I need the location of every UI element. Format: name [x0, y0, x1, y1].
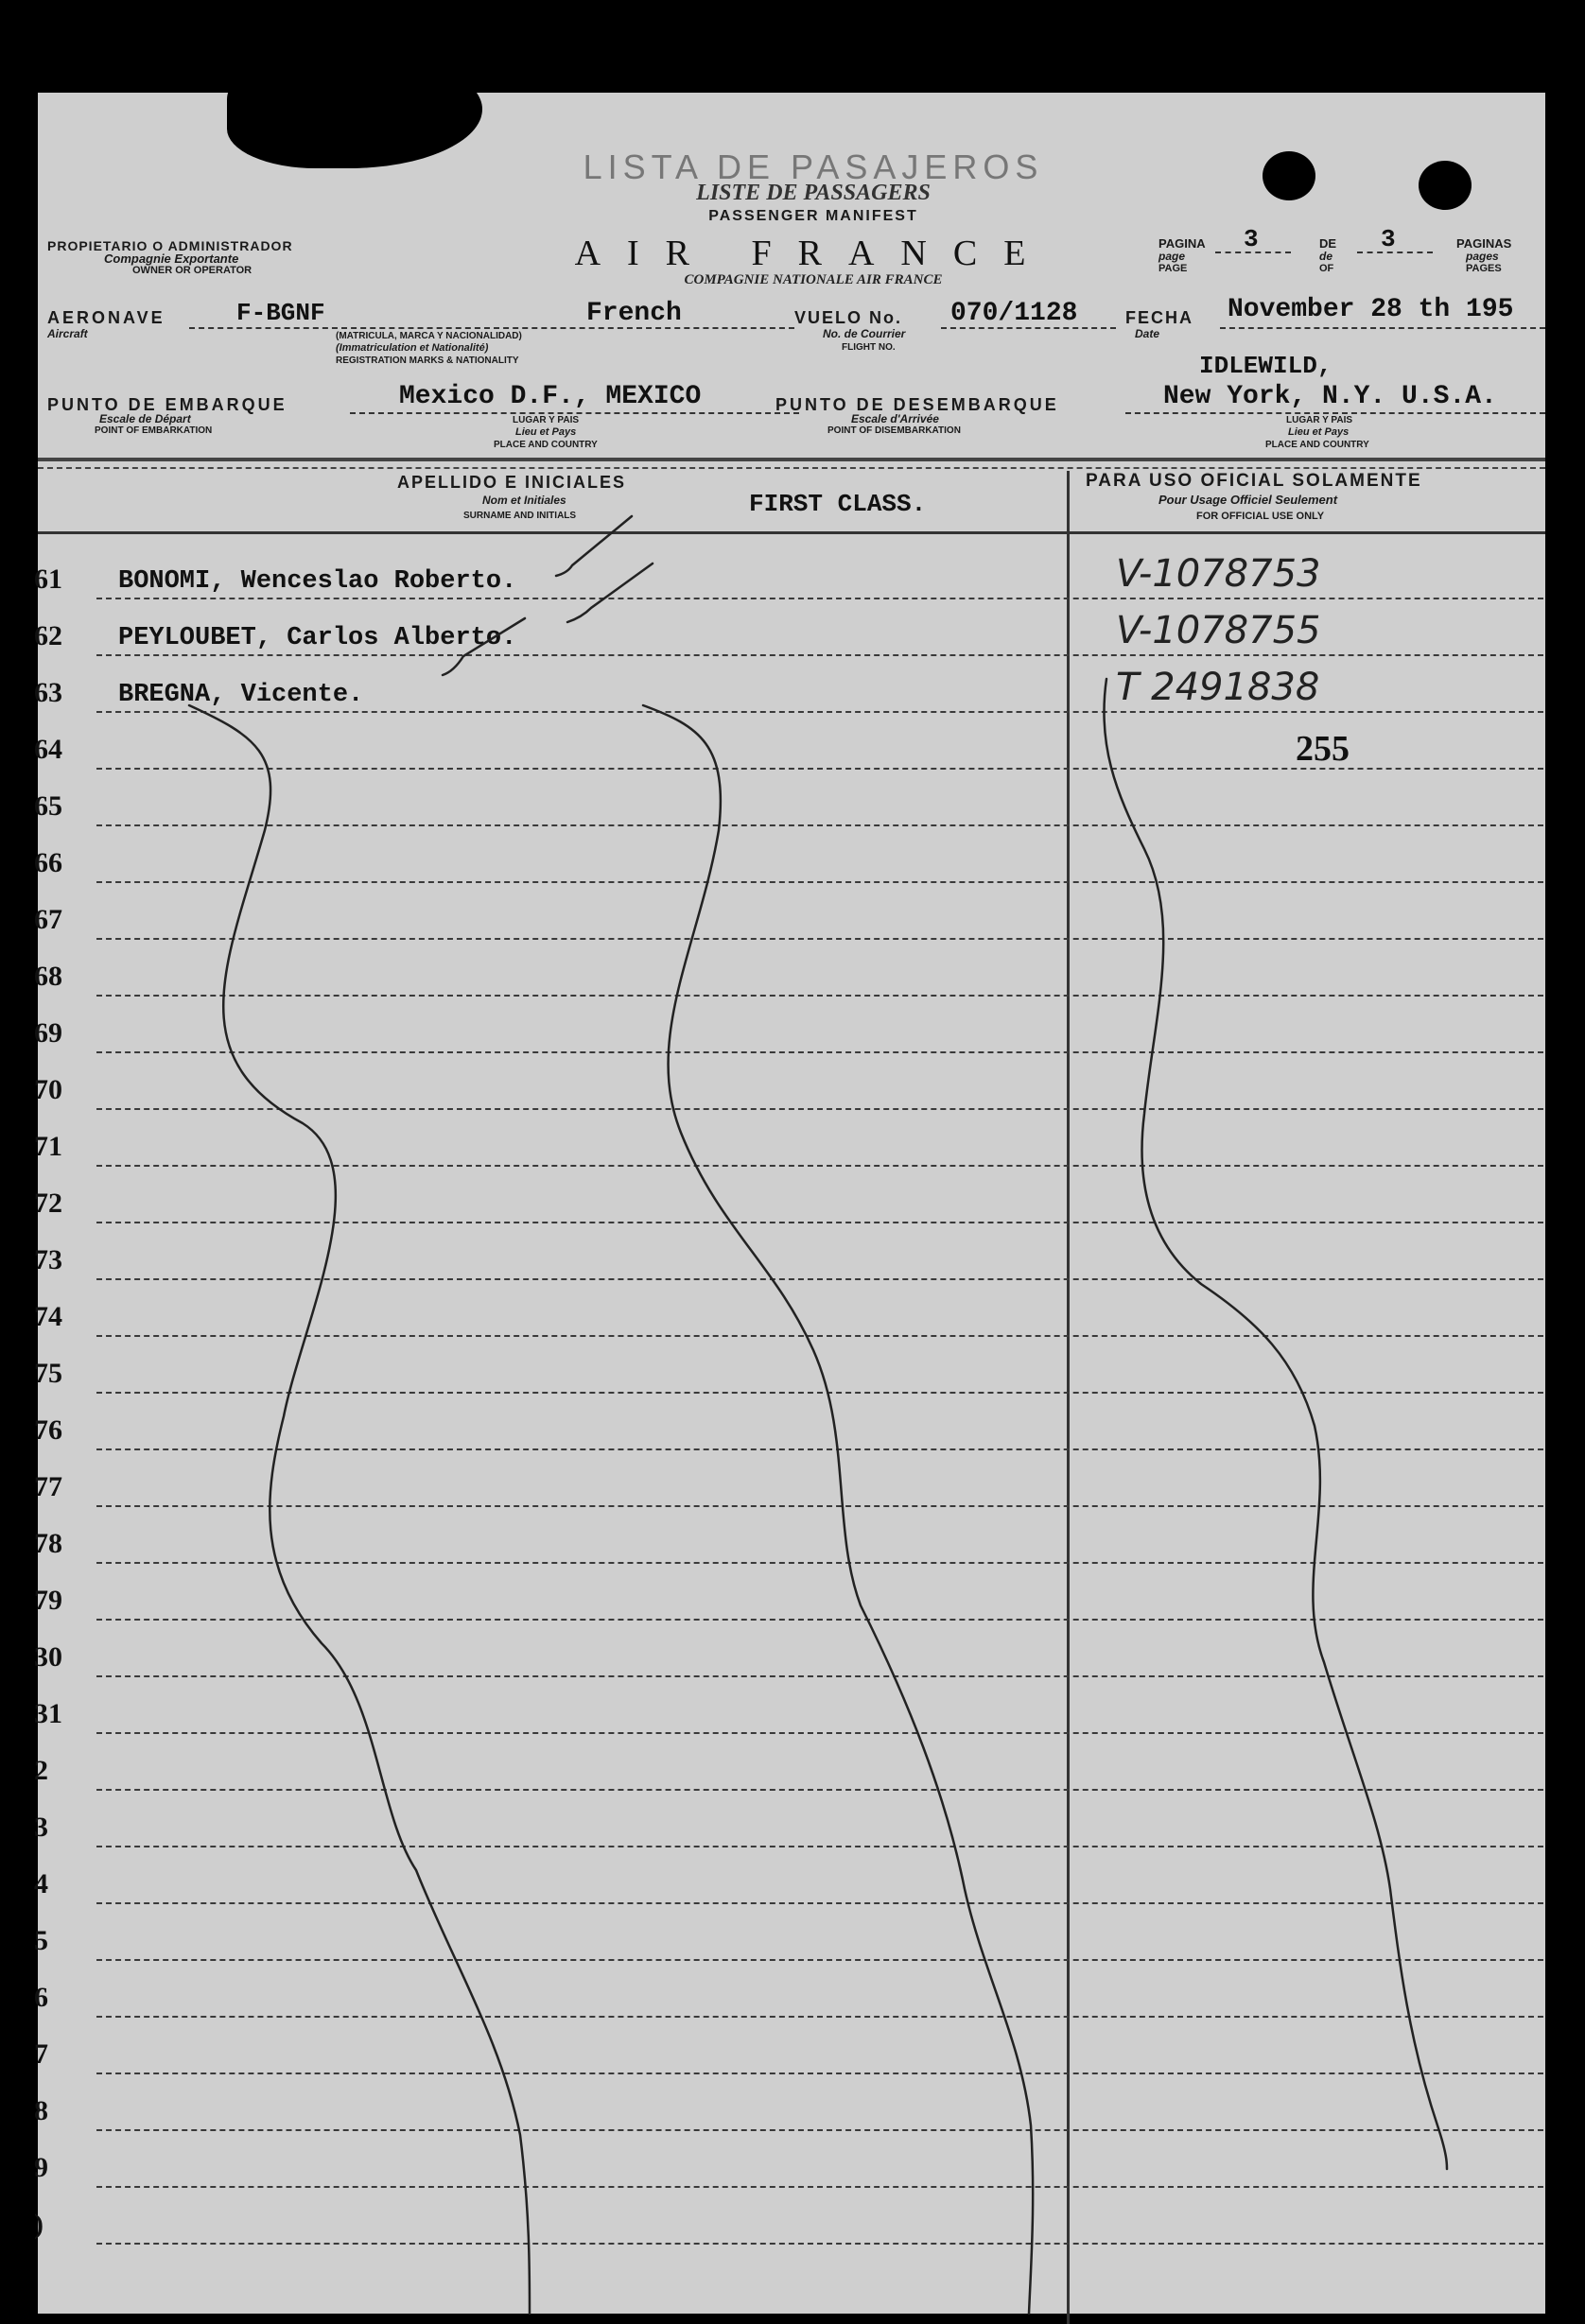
title-spanish: LISTA DE PASAJEROS — [583, 147, 1044, 186]
owner-label-en: OWNER OR OPERATOR — [132, 265, 253, 276]
page-label-fr: page — [1158, 250, 1186, 263]
row-number: 68 — [34, 961, 62, 992]
passenger-name: BREGNA, Vicente. — [118, 681, 364, 709]
embark-place-es: LUGAR Y PAIS — [513, 415, 580, 425]
embark-label: PUNTO DE EMBARQUE — [47, 395, 287, 414]
page-label: PAGINA — [1158, 236, 1206, 251]
airline-name: AIR FRANCE — [574, 234, 1053, 273]
check-mark-62 — [567, 564, 653, 622]
row-number: 2 — [34, 1755, 48, 1786]
disembark-place-es: LUGAR Y PAIS — [1286, 415, 1353, 425]
row-number: 77 — [34, 1471, 62, 1502]
nationality-value: French — [586, 299, 682, 328]
row-number: 64 — [34, 734, 62, 765]
disembark-value-line2: New York, N.Y. U.S.A. — [1163, 382, 1497, 411]
embark-place-fr: Lieu et Pays — [515, 426, 577, 438]
check-mark-61 — [556, 516, 632, 576]
disembark-label-en: POINT OF DISEMBARKATION — [827, 425, 961, 436]
of-label-fr: de — [1319, 250, 1333, 263]
of-label: DE — [1319, 236, 1337, 251]
airline-subtitle: COMPAGNIE NATIONALE AIR FRANCE — [684, 272, 943, 287]
official-header-en: FOR OFFICIAL USE ONLY — [1196, 511, 1325, 522]
row-number: ) — [34, 2209, 44, 2240]
pages-label-fr: pages — [1466, 250, 1499, 263]
official-entry: V-1078755 — [1116, 609, 1321, 652]
check-mark-63 — [443, 618, 525, 675]
stamp-number: 255 — [1296, 729, 1350, 769]
row-number: 9 — [34, 2152, 48, 2183]
name-header-fr: Nom et Initiales — [482, 494, 566, 507]
row-number: 6 — [34, 1982, 48, 2013]
registration-caption-en: REGISTRATION MARKS & NATIONALITY — [336, 356, 519, 366]
row-number: 5 — [34, 1925, 48, 1956]
name-header: APELLIDO E INICIALES — [397, 473, 627, 492]
row-number: 71 — [34, 1131, 62, 1162]
row-number: 73 — [34, 1244, 62, 1275]
manifest-page — [34, 93, 1545, 2314]
embark-label-fr: Escale de Départ — [99, 412, 191, 425]
row-number: 67 — [34, 904, 62, 935]
registration-caption-es: (MATRICULA, MARCA Y NACIONALIDAD) — [336, 331, 522, 341]
title-french: LISTE DE PASSAGERS — [696, 181, 931, 205]
row-number: 78 — [34, 1528, 62, 1559]
disembark-value-line1: IDLEWILD, — [1199, 352, 1332, 380]
disembark-place-fr: Lieu et Pays — [1288, 426, 1350, 438]
row-number: 66 — [34, 847, 62, 878]
row-number: 7 — [34, 2038, 48, 2070]
cancel-line-middle — [643, 705, 1033, 2314]
name-header-en: SURNAME AND INITIALS — [463, 511, 577, 521]
passenger-name: BONOMI, Wenceslao Roberto. — [118, 567, 517, 596]
page-label-en: PAGE — [1158, 263, 1188, 274]
aircraft-value: F-BGNF — [236, 299, 325, 327]
pages-label-en: PAGES — [1466, 263, 1502, 274]
flight-label-fr: No. de Courrier — [823, 327, 906, 340]
row-number: 31 — [34, 1698, 62, 1729]
row-number: 3 — [34, 1812, 48, 1843]
pages-label: PAGINAS — [1456, 236, 1512, 251]
row-number: 70 — [34, 1074, 62, 1105]
date-value: November 28 th 195 — [1228, 295, 1514, 324]
embark-place-en: PLACE AND COUNTRY — [494, 440, 598, 450]
cancel-line-right — [1104, 679, 1447, 2169]
row-number: 69 — [34, 1017, 62, 1049]
row-number: 72 — [34, 1188, 62, 1219]
owner-label: PROPIETARIO O ADMINISTRADOR — [47, 238, 293, 253]
disembark-label-fr: Escale d'Arrivée — [851, 412, 939, 425]
page-value: 3 — [1244, 225, 1259, 253]
official-header: PARA USO OFICIAL SOLAMENTE — [1086, 471, 1422, 491]
embark-label-en: POINT OF EMBARKATION — [95, 425, 213, 436]
registration-caption-fr: (Immatriculation et Nationalité) — [336, 342, 489, 354]
disembark-place-en: PLACE AND COUNTRY — [1265, 440, 1369, 450]
date-label: FECHA — [1125, 308, 1193, 327]
row-number: 79 — [34, 1585, 62, 1616]
flight-label: VUELO No. — [794, 308, 903, 327]
aircraft-label: AERONAVE — [47, 308, 165, 327]
of-label-en: OF — [1319, 263, 1334, 274]
cancel-line-left — [189, 705, 530, 2314]
of-value: 3 — [1381, 225, 1396, 253]
handwritten-marks — [38, 93, 1545, 2314]
date-label-fr: Date — [1135, 327, 1160, 340]
row-number: 76 — [34, 1414, 62, 1446]
owner-label-fr: Compagnie Exportante — [104, 251, 239, 266]
title-english: PASSENGER MANIFEST — [708, 208, 918, 224]
class-label: FIRST CLASS. — [749, 490, 927, 518]
row-number: 30 — [34, 1641, 62, 1673]
row-number: 62 — [34, 620, 62, 651]
flight-label-en: FLIGHT NO. — [842, 342, 896, 353]
flight-value: 070/1128 — [950, 299, 1078, 328]
embark-value: Mexico D.F., MEXICO — [399, 382, 702, 411]
official-entry: T 2491838 — [1116, 666, 1320, 709]
disembark-label: PUNTO DE DESEMBARQUE — [775, 395, 1059, 414]
passenger-name: PEYLOUBET, Carlos Alberto. — [118, 624, 517, 652]
row-number: 61 — [34, 564, 62, 595]
aircraft-label-fr: Aircraft — [47, 327, 88, 340]
row-number: 8 — [34, 2095, 48, 2126]
row-number: 65 — [34, 790, 62, 822]
row-number: 74 — [34, 1301, 62, 1332]
official-entry: V-1078753 — [1116, 552, 1321, 596]
row-number: 75 — [34, 1358, 62, 1389]
official-header-fr: Pour Usage Officiel Seulement — [1158, 493, 1338, 507]
row-number: 63 — [34, 677, 62, 708]
row-number: 4 — [34, 1868, 48, 1899]
